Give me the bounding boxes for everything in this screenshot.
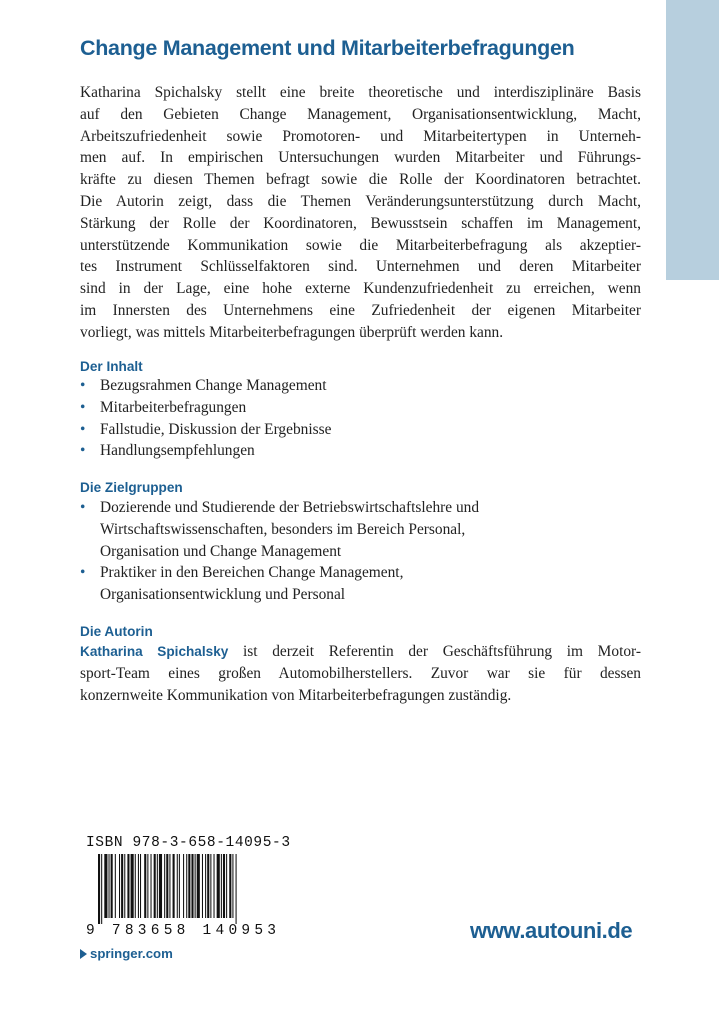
barcode-bar: [223, 854, 225, 918]
barcode-bar: [166, 854, 168, 918]
isbn-number: ISBN 978-3-658-14095-3: [86, 835, 291, 851]
description-line: Arbeitszufriedenheit sowie Promotoren- und Mitarbeitertypen in Unterneh-: [80, 127, 641, 145]
barcode-bar: [191, 854, 193, 918]
springer-label: springer.com: [90, 946, 173, 961]
inhalt-list: [80, 375, 550, 462]
list-item: • Dozierende und Studierende der Betriebswirtschaftslehre und Wirtschaftswissenschaften, besonders im Bereich Personal, Organisation und Change Management: [80, 499, 480, 560]
description-line: kräfte zu diesen Themen befragt sowie die Rolle der Koordinatoren betrachtet.: [80, 171, 641, 189]
barcode-bar: [157, 854, 158, 918]
barcode-bar: [207, 854, 209, 918]
bullet-icon: •: [80, 499, 86, 516]
barcode-bar: [119, 854, 120, 918]
barcode-bar: [214, 854, 215, 918]
barcode-bar: [124, 854, 125, 918]
barcode-bar: [164, 854, 165, 918]
barcode-bar: [144, 854, 146, 918]
list-item: • Mitarbeiterbefragungen: [80, 397, 550, 419]
barcode-bar: [169, 854, 170, 918]
barcode-bar: [109, 854, 110, 918]
barcode-bar: [186, 854, 187, 918]
barcode-bar: [140, 854, 141, 918]
list-item: • Bezugsrahmen Change Management: [80, 375, 550, 397]
barcode-bar: [183, 854, 184, 918]
description-line: Die Autorin zeigt, dass die Themen Veränderungsunterstützung durch Macht,: [80, 192, 641, 210]
description-line: sind in der Lage, eine hohe externe Kundenzufriedenheit zu erreichen, wenn: [80, 280, 641, 298]
description-line: vorliegt, was mittels Mitarbeiterbefragungen überprüft werden kann.: [80, 323, 504, 341]
author-name: Katharina Spichalsky: [80, 644, 229, 659]
barcode-bar: [121, 854, 123, 918]
description-paragraph: [80, 82, 641, 344]
author-text: sport-Team eines großen Automobilherstellers. Zuvor war sie für dessen: [80, 664, 641, 682]
barcode-bar: [202, 854, 203, 918]
bullet-icon: •: [80, 398, 86, 416]
bullet-icon: •: [80, 420, 86, 438]
barcode-bar: [111, 854, 113, 918]
barcode-bar: [229, 854, 231, 918]
barcode-bar: [210, 854, 211, 918]
barcode-bar: [101, 854, 102, 924]
list-item: • Praktiker in den Bereichen Change Management, Organisationsentwicklung und Personal: [80, 564, 404, 604]
side-color-band: [666, 0, 719, 280]
barcode-bar: [98, 854, 100, 924]
list-item: • Fallstudie, Diskussion der Ergebnisse: [80, 419, 550, 441]
springer-link[interactable]: [80, 946, 173, 961]
barcode-bars: [98, 854, 237, 924]
barcode-digits: 9 783658 140953: [86, 923, 276, 936]
section-heading-inhalt: Der Inhalt: [80, 359, 143, 374]
barcode-bar: [217, 854, 220, 918]
description-line: unterstützende Kommunikation sowie die Mitarbeiterbefragung als akzeptier-: [80, 236, 641, 254]
barcode-bar: [154, 854, 156, 918]
barcode-bar: [115, 854, 116, 918]
barcode-bar: [147, 854, 148, 918]
list-item: • Handlungsempfehlungen: [80, 440, 550, 462]
description-line: Stärkung der Rolle der Koordinatoren, Bewusstsein schaffen im Management,: [80, 214, 641, 232]
barcode-bar: [151, 854, 152, 918]
barcode-bar: [135, 854, 136, 918]
website-url[interactable]: www.autouni.de: [470, 918, 633, 943]
barcode-bar: [236, 854, 237, 924]
barcode-bar: [177, 854, 178, 918]
barcode-bar: [232, 854, 233, 918]
barcode-bar: [173, 854, 175, 918]
author-text: ist derzeit Referentin der Geschäftsführung im Motor-: [228, 643, 641, 660]
author-text: konzernweite Kommunikation von Mitarbeiterbefragungen zuständig.: [80, 686, 512, 704]
barcode-bar: [195, 854, 196, 918]
barcode-bar: [179, 854, 180, 918]
bullet-icon: •: [80, 564, 86, 582]
description-line: tes Instrument Schlüsselfaktoren sind. Unternehmen und deren Mitarbeiter: [80, 258, 641, 276]
book-title: Change Management und Mitarbeiterbefragungen: [80, 36, 575, 60]
description-line: auf den Gebieten Change Management, Organisationsentwicklung, Macht,: [80, 105, 641, 123]
barcode-bar: [104, 854, 107, 918]
bullet-icon: •: [80, 442, 86, 460]
bullet-icon: •: [80, 377, 86, 394]
barcode-bar: [226, 854, 227, 918]
author-paragraph: [80, 641, 641, 706]
barcode-bar: [138, 854, 139, 918]
barcode-bar: [159, 854, 162, 918]
zielgruppen-list: [80, 497, 550, 606]
barcode-bar: [205, 854, 206, 918]
barcode-bar: [188, 854, 190, 918]
description-line: Katharina Spichalsky stellt eine breite theoretische und interdisziplinäre Basis: [80, 84, 641, 101]
arrow-right-icon: [80, 949, 87, 959]
description-line: men auf. In empirischen Untersuchungen wurden Mitarbeiter und Führungs-: [80, 149, 641, 167]
section-heading-autorin: Die Autorin: [80, 624, 153, 639]
barcode: [86, 854, 276, 936]
barcode-bar: [127, 854, 129, 918]
description-line: im Innersten des Unternehmens eine Zufriedenheit der eigenen Mitarbeiter: [80, 301, 641, 319]
barcode-bar: [221, 854, 222, 918]
section-heading-zielgruppen: Die Zielgruppen: [80, 480, 183, 495]
barcode-bar: [197, 854, 200, 918]
barcode-bar: [131, 854, 134, 918]
